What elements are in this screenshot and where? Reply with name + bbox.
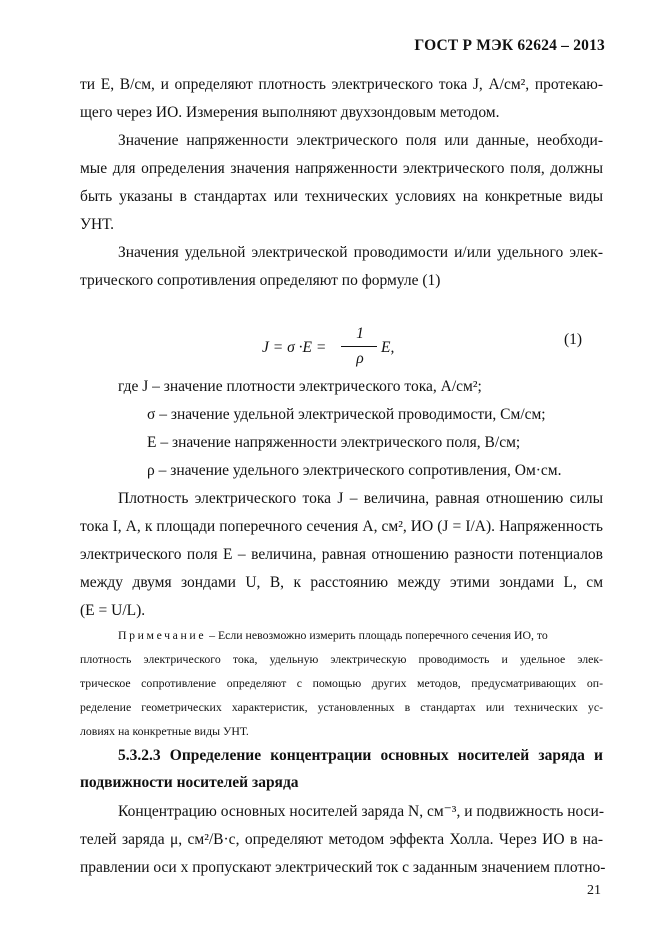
- where-line: где J – значение плотности электрического тока, А/см²;: [118, 378, 482, 395]
- where-line: ρ – значение удельного электрического сопротивления, Ом·см.: [147, 462, 562, 479]
- note-line: трическое сопротивление определяют с помощью других методов, предусматривающих оп-: [80, 676, 603, 690]
- page-number: 21: [587, 883, 601, 898]
- paragraph-line: быть указаны в стандартах или технических условиях на конкретные виды: [80, 188, 603, 205]
- paragraph-line: УНТ.: [80, 216, 114, 233]
- section-heading: подвижности носителей заряда: [80, 774, 299, 791]
- formula-right: E,: [381, 339, 395, 356]
- document-header: ГОСТ Р МЭК 62624 – 2013: [414, 37, 605, 54]
- note-line: [118, 627, 603, 643]
- paragraph-line: Плотность электрического тока J – величина, равная отношению силы: [118, 490, 603, 507]
- equation-number: (1): [564, 331, 583, 348]
- note-line: плотность электрического тока, удельную электрическую проводимость и удельное элек-: [80, 652, 603, 666]
- formula-left: J = σ ·E =: [262, 339, 327, 356]
- paragraph-line: телей заряда μ, см²/В·с, определяют методом эффекта Холла. Через ИО в на-: [80, 831, 603, 848]
- where-line: E – значение напряженности электрического поля, В/см;: [147, 434, 521, 451]
- section-heading: 5.3.2.3 Определение концентрации основных носителей заряда и: [118, 747, 603, 764]
- paragraph-line: тока I, А, к площади поперечного сечения A, см², ИО (J = I/A). Напряженность: [80, 518, 603, 535]
- note-label: Примечание: [118, 628, 207, 642]
- note-line: ловиях на конкретные виды УНТ.: [80, 724, 249, 738]
- note-line: ределение геометрических характеристик, установленных в стандартах или технических ус-: [80, 700, 603, 714]
- formula-denominator: ρ: [356, 350, 364, 367]
- paragraph-line: Концентрацию основных носителей заряда N, см⁻³, и подвижность носи-: [118, 803, 604, 820]
- paragraph-line: ти E, В/см, и определяют плотность электрического тока J, А/см², протекаю-: [80, 76, 603, 93]
- paragraph-line: между двумя зондами U, В, к расстоянию между этими зондами L, см: [80, 574, 603, 591]
- where-line: σ – значение удельной электрической проводимости, См/см;: [147, 406, 546, 423]
- paragraph-line: Значения удельной электрической проводимости и/или удельного элек-: [118, 244, 603, 261]
- paragraph-line: (E = U/L).: [80, 602, 146, 619]
- paragraph-line: мые для определения значения напряженности электрического поля, должны: [80, 160, 603, 177]
- paragraph-line: правлении оси x пропускают электрический ток с заданным значением плотно-: [80, 859, 606, 876]
- paragraph-line: щего через ИО. Измерения выполняют двухзондовым методом.: [80, 104, 500, 121]
- paragraph-line: трического сопротивления определяют по формуле (1): [80, 272, 441, 289]
- paragraph-line: Значение напряженности электрического поля или данные, необходи-: [118, 132, 603, 149]
- fraction-bar: [341, 346, 377, 347]
- formula-numerator: 1: [356, 325, 364, 342]
- paragraph-line: электрического поля E – величина, равная отношению разности потенциалов: [80, 546, 603, 563]
- note-text: – Если невозможно измерить площадь поперечного сечения ИО, то: [206, 628, 548, 642]
